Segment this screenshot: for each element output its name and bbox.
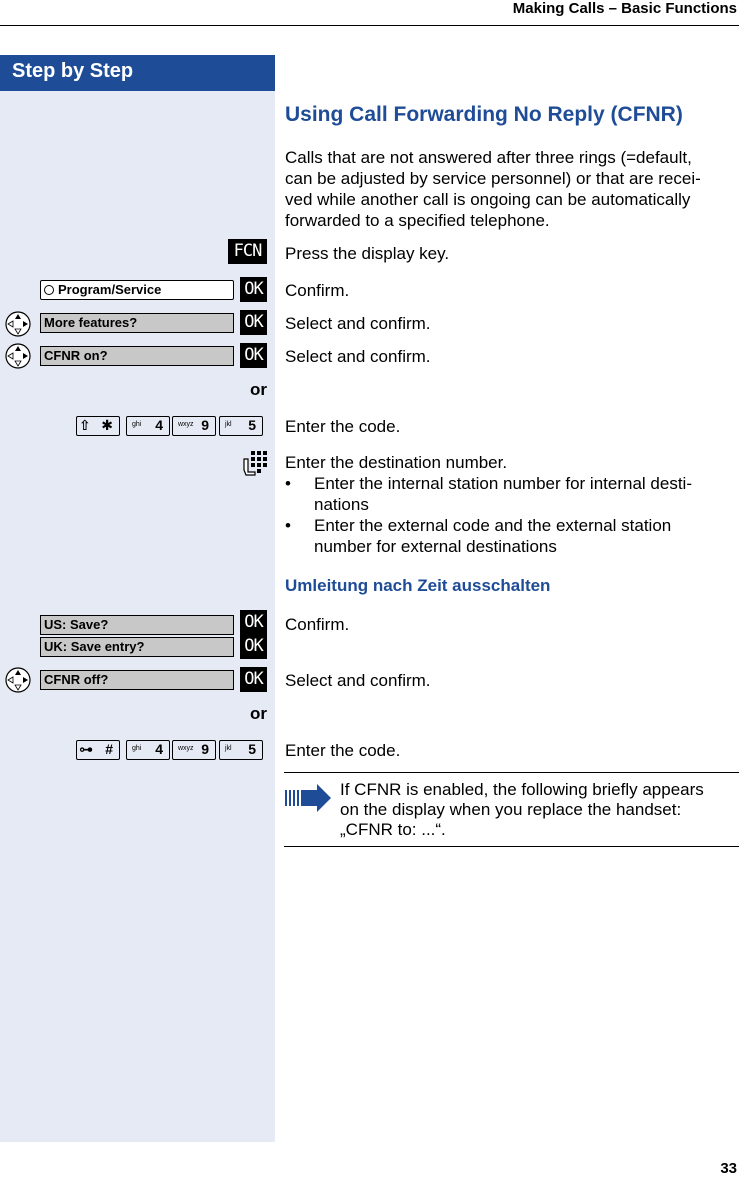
- fcn-display-key[interactable]: FCN: [228, 239, 267, 264]
- intro-line: forwarded to a specified telephone.: [285, 211, 550, 230]
- display-program-service[interactable]: Program/Service: [40, 280, 234, 300]
- intro-line: can be adjusted by service personnel) or that are recei-: [285, 169, 701, 188]
- step-by-step-column: [0, 55, 275, 1142]
- display-us-save[interactable]: US: Save?: [40, 615, 234, 635]
- star-key[interactable]: ⇧ ✱: [76, 416, 120, 436]
- page-number: 33: [720, 1160, 737, 1177]
- keypad-icon[interactable]: [243, 450, 267, 476]
- display-cfnr-off[interactable]: CFNR off?: [40, 670, 234, 690]
- key-4[interactable]: ghi 4: [126, 740, 170, 760]
- key-9[interactable]: wxyz 9: [172, 416, 216, 436]
- running-header: Making Calls – Basic Functions: [512, 0, 737, 17]
- ok-key[interactable]: OK: [240, 667, 267, 692]
- header-rule: [0, 25, 739, 26]
- intro-line: Calls that are not answered after three rings (=default,: [285, 148, 692, 167]
- or-label: or: [250, 380, 267, 399]
- navigation-key-icon[interactable]: [5, 343, 31, 369]
- subsection-title: Umleitung nach Zeit ausschalten: [285, 576, 551, 595]
- key-icon: ⊶: [79, 741, 93, 757]
- key-5[interactable]: jkl 5: [219, 740, 263, 760]
- intro-paragraph: [285, 147, 737, 231]
- key-9[interactable]: wxyz 9: [172, 740, 216, 760]
- hash-key[interactable]: ⊶ #: [76, 740, 120, 760]
- navigation-key-icon[interactable]: [5, 667, 31, 693]
- step-text: Enter the destination number.: [285, 453, 508, 472]
- ok-key[interactable]: OK: [240, 310, 267, 335]
- step-text: Enter the code.: [285, 741, 401, 760]
- step-text: Confirm.: [285, 615, 350, 634]
- note-rule-top: [284, 772, 739, 773]
- forwarding-icon: ⇧: [79, 417, 91, 433]
- ok-key[interactable]: OK: [240, 343, 267, 368]
- display-uk-save-entry[interactable]: UK: Save entry?: [40, 637, 234, 657]
- note-rule-bottom: [284, 846, 739, 847]
- note-text: If CFNR is enabled, the following briefly appears on the display when you replace the handset: „CFNR to: ...“.: [340, 780, 704, 839]
- ok-key[interactable]: OK: [240, 610, 267, 635]
- intro-line: ved while another call is ongoing can be automatically: [285, 190, 691, 209]
- section-title: Using Call Forwarding No Reply (CFNR): [285, 103, 683, 126]
- note-arrow-icon: [285, 784, 331, 812]
- step-text: Enter the code.: [285, 417, 401, 436]
- bullet-item: • Enter the external code and the external station number for external destinations: [285, 516, 672, 556]
- or-label: or: [250, 704, 267, 723]
- key-5[interactable]: jkl 5: [219, 416, 263, 436]
- key-4[interactable]: ghi 4: [126, 416, 170, 436]
- step-text: Select and confirm.: [285, 314, 431, 333]
- step-text: Confirm.: [285, 281, 350, 300]
- ok-key[interactable]: OK: [240, 277, 267, 302]
- display-cfnr-on[interactable]: CFNR on?: [40, 346, 234, 366]
- step-text: Select and confirm.: [285, 671, 431, 690]
- navigation-key-icon[interactable]: [5, 311, 31, 337]
- ok-key[interactable]: OK: [240, 634, 267, 659]
- step-text: Select and confirm.: [285, 347, 431, 366]
- step-by-step-heading: Step by Step: [0, 55, 275, 91]
- step-text: Press the display key.: [285, 244, 450, 263]
- bullet-item: • Enter the internal station number for internal desti- nations: [285, 474, 692, 514]
- circle-icon: [44, 285, 54, 295]
- display-more-features[interactable]: More features?: [40, 313, 234, 333]
